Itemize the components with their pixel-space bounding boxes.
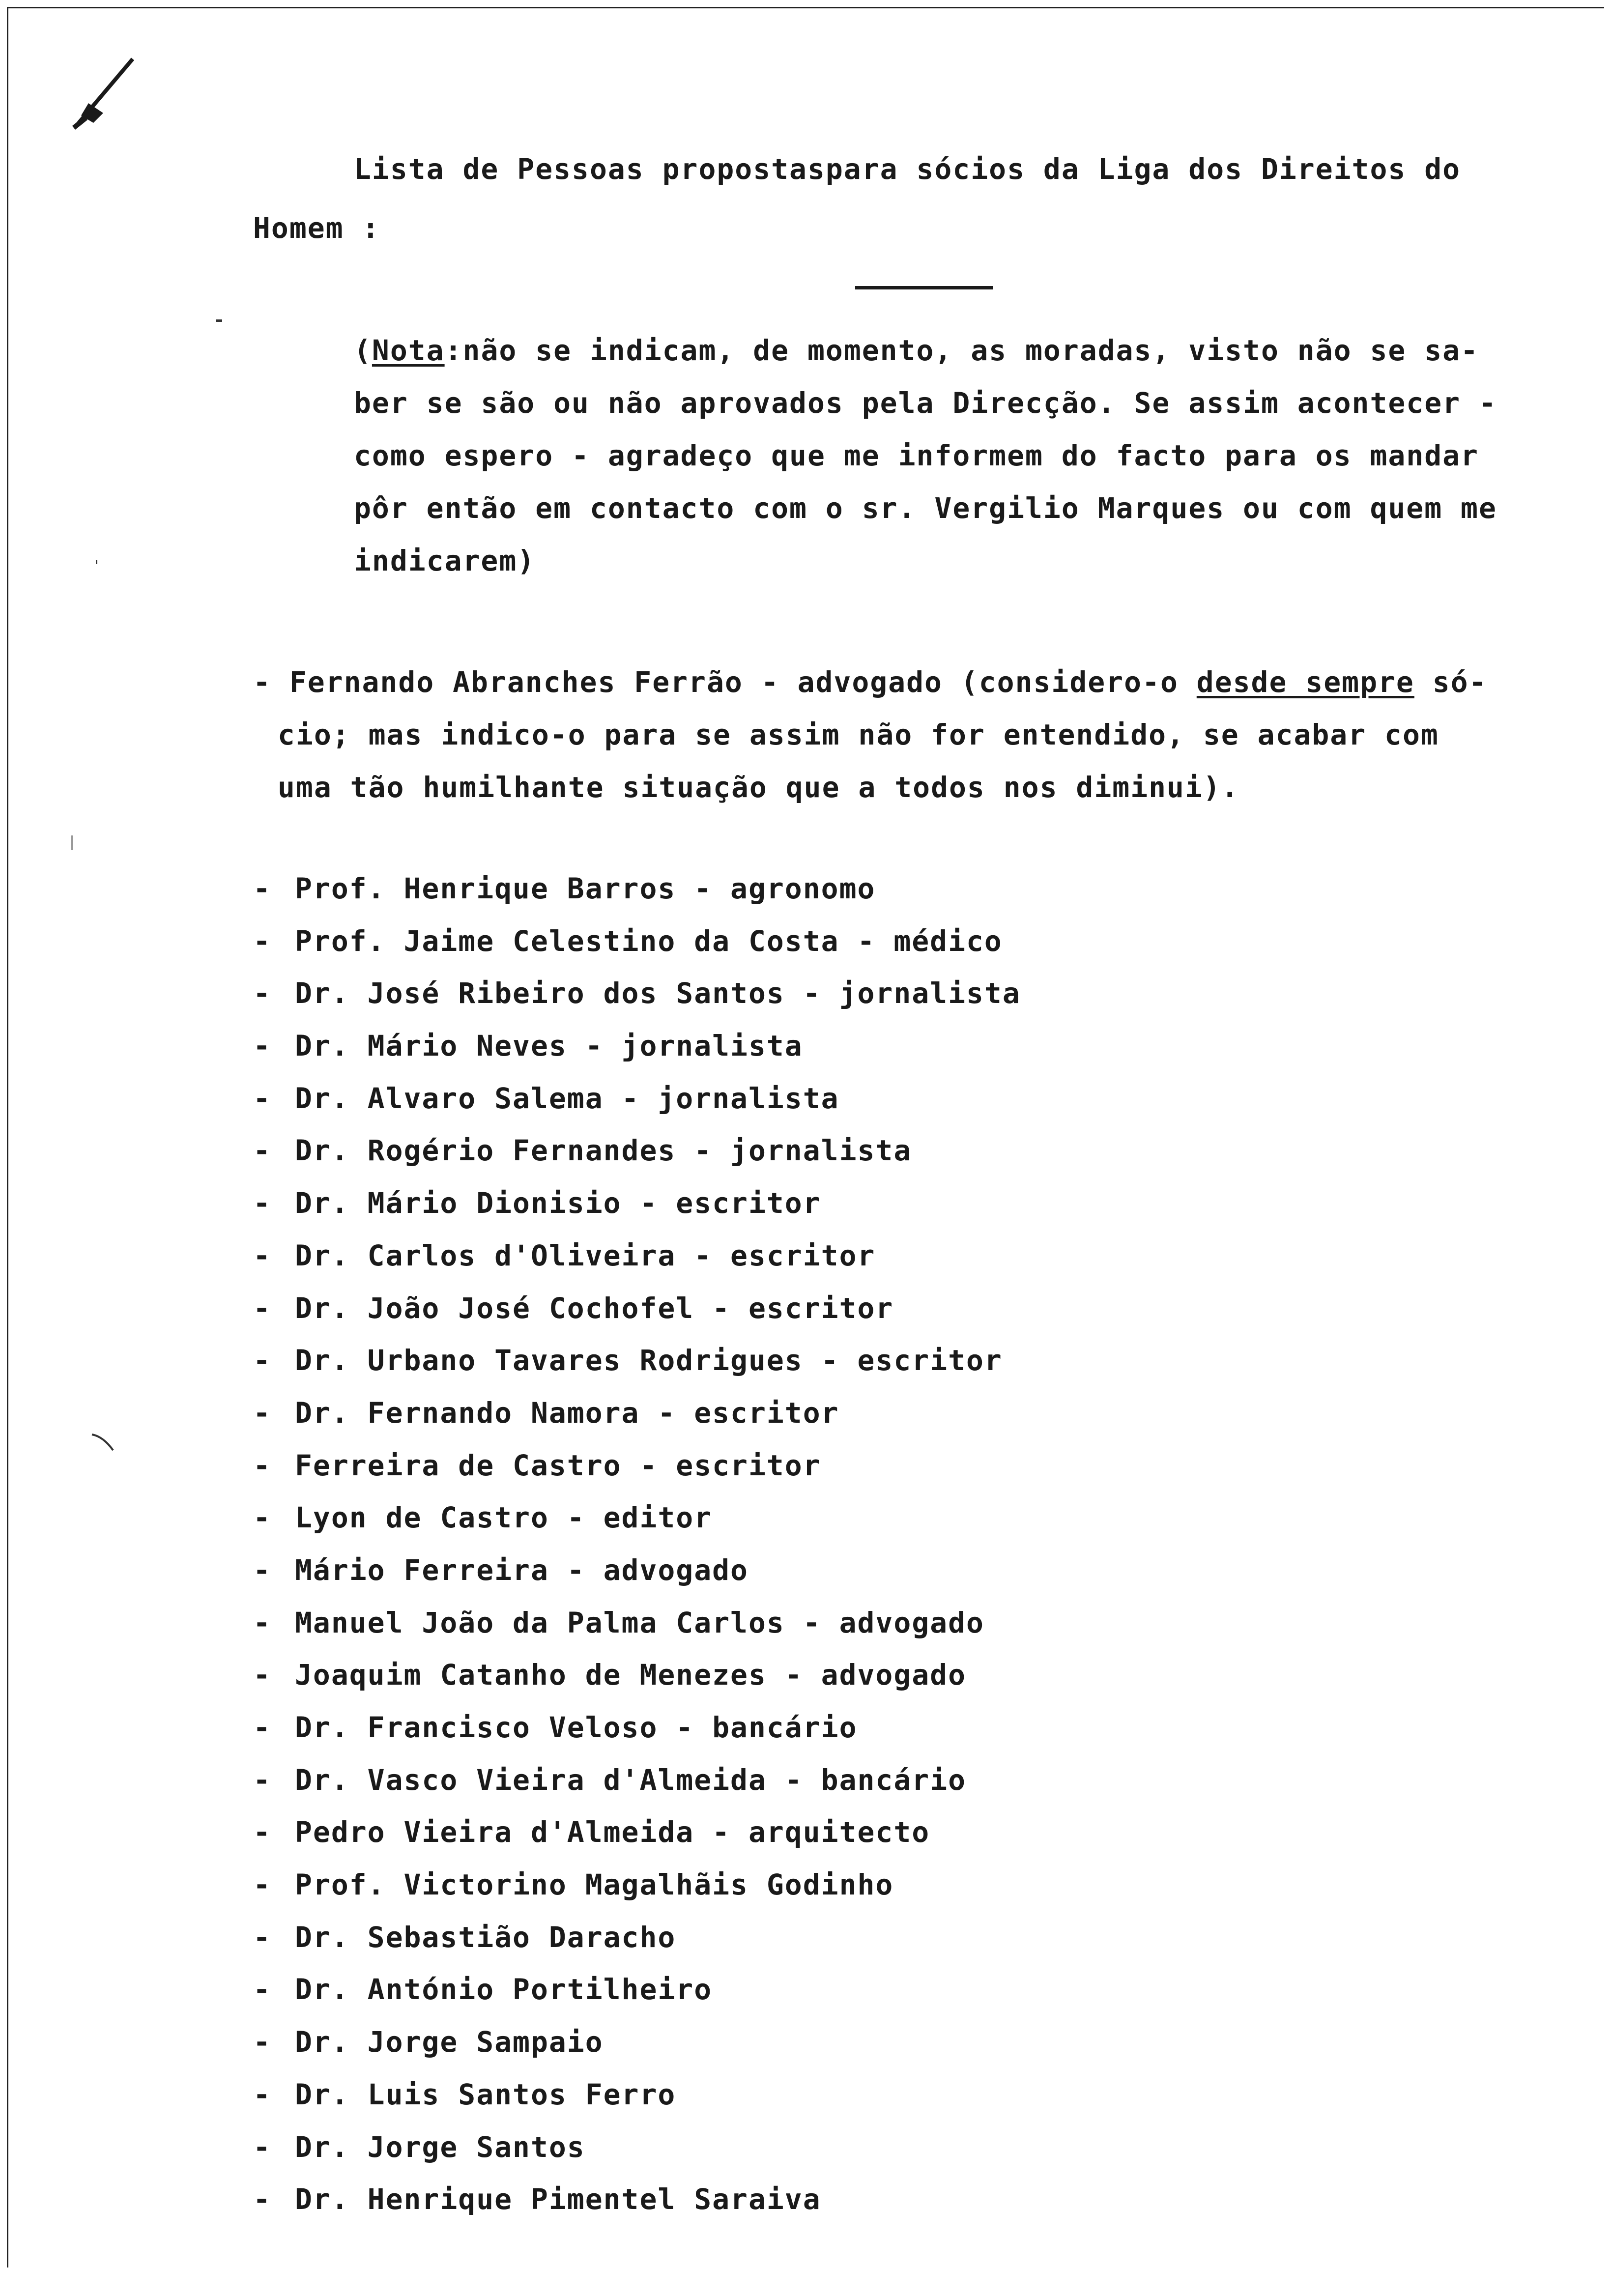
list-item — [253, 1492, 1021, 1544]
list-item — [253, 862, 1021, 915]
list-item-text: Dr. Henrique Pimentel Saraiva — [295, 2182, 821, 2216]
list-item-text: Dr. António Portilheiro — [295, 1973, 713, 2007]
list-dash: - — [253, 1291, 271, 1325]
note-line: como espero - agradeço que me informem do facto para os mandar — [354, 439, 1479, 472]
first-entry — [253, 656, 1487, 814]
list-item-text: Dr. Rogério Fernandes - jornalista — [295, 1134, 912, 1168]
first-entry-text-end: só- — [1414, 665, 1487, 699]
list-item-text: Pedro Vieira d'Almeida - arquitecto — [295, 1815, 930, 1849]
list-dash: - — [253, 976, 271, 1010]
note-label: Nota — [372, 334, 445, 367]
first-entry-text: - Fernando Abranches Ferrão - advogado (considero-o — [253, 665, 1197, 699]
list-dash: - — [253, 872, 271, 905]
list-item — [253, 1230, 1021, 1282]
list-dash: - — [253, 1868, 271, 1902]
list-dash: - — [253, 1606, 271, 1639]
list-item-text: Dr. Jorge Sampaio — [295, 2025, 604, 2059]
first-entry-emphasis: desde sempre — [1196, 665, 1414, 699]
list-item — [253, 1754, 1021, 1807]
list-item-text: Dr. Francisco Veloso - bancário — [295, 1711, 858, 1744]
list-dash: - — [253, 1815, 271, 1849]
pen-mark-icon — [59, 49, 147, 138]
list-item — [253, 1177, 1021, 1230]
list-item-text: Manuel João da Palma Carlos - advogado — [295, 1606, 984, 1639]
list-dash: - — [253, 1081, 271, 1115]
scan-speck — [216, 319, 222, 322]
first-entry-line-3: uma tão humilhante situação que a todos nos diminui). — [278, 771, 1239, 804]
list-item — [253, 1649, 1021, 1701]
title-line-2: Homem : — [253, 211, 380, 245]
page-edge-top — [7, 7, 1604, 8]
list-item-text: Dr. Alvaro Salema - jornalista — [295, 1081, 839, 1115]
list-item-text: Dr. José Ribeiro dos Santos - jornalista — [295, 976, 1021, 1010]
list-dash: - — [253, 1134, 271, 1168]
list-item-text: Dr. Luis Santos Ferro — [295, 2077, 676, 2111]
list-dash: - — [253, 1658, 271, 1692]
list-item — [253, 1387, 1021, 1439]
list-dash: - — [253, 2025, 271, 2059]
list-item-text: Dr. Mário Dionisio - escritor — [295, 1186, 821, 1220]
list-dash: - — [253, 1396, 271, 1430]
note-block — [354, 324, 1592, 587]
list-dash: - — [253, 1711, 271, 1744]
list-item — [253, 1439, 1021, 1492]
list-item-text: Prof. Jaime Celestino da Costa - médico — [295, 924, 1003, 958]
list-item-text: Dr. Mário Neves - jornalista — [295, 1029, 803, 1063]
list-dash: - — [253, 1344, 271, 1378]
list-dash: - — [253, 1920, 271, 1954]
list-item-text: Dr. Vasco Vieira d'Almeida - bancário — [295, 1763, 967, 1797]
separator-rule — [855, 286, 993, 289]
list-item-text: Prof. Henrique Barros - agronomo — [295, 872, 876, 905]
scan-stroke-mark — [91, 1433, 115, 1452]
list-item — [253, 2016, 1021, 2068]
list-item — [253, 915, 1021, 968]
list-dash: - — [253, 1029, 271, 1063]
list-item — [253, 1963, 1021, 2016]
list-item — [253, 1597, 1021, 1649]
list-item-text: Dr. Sebastião Daracho — [295, 1920, 676, 1954]
list-item — [253, 1911, 1021, 1964]
list-item — [253, 1124, 1021, 1177]
page-edge-left — [7, 7, 8, 2267]
list-item — [253, 2121, 1021, 2174]
list-dash: - — [253, 1553, 271, 1587]
list-item-text: Ferreira de Castro - escritor — [295, 1448, 821, 1482]
list-item — [253, 1544, 1021, 1597]
note-line: (Nota:não se indicam, de momento, as moradas, visto não se sa- — [354, 334, 1479, 367]
scan-speck — [96, 560, 97, 564]
list-dash: - — [253, 1186, 271, 1220]
list-item — [253, 1282, 1021, 1335]
list-item-text: Dr. Urbano Tavares Rodrigues - escritor — [295, 1344, 1003, 1378]
list-dash: - — [253, 924, 271, 958]
list-dash: - — [253, 2130, 271, 2164]
list-item-text: Lyon de Castro - editor — [295, 1501, 713, 1535]
list-dash: - — [253, 1973, 271, 2007]
list-item-text: Joaquim Catanho de Menezes - advogado — [295, 1658, 967, 1692]
list-item — [253, 2068, 1021, 2121]
scan-speck — [71, 835, 73, 850]
note-line: pôr então em contacto com o sr. Vergilio Marques ou com quem me — [354, 491, 1497, 525]
list-dash: - — [253, 1763, 271, 1797]
title-line-1: Lista de Pessoas propostaspara sócios da Liga dos Direitos do — [354, 152, 1461, 186]
list-dash: - — [253, 2182, 271, 2216]
list-item — [253, 1806, 1021, 1859]
first-entry-line-1 — [253, 656, 1487, 709]
note-text: :não se indicam, de momento, as moradas, visto não se sa- — [444, 334, 1479, 367]
list-item-text: Dr. Fernando Namora - escritor — [295, 1396, 839, 1430]
list-item — [253, 1020, 1021, 1072]
list-item-text: Dr. Jorge Santos — [295, 2130, 585, 2164]
note-line: ber se são ou não aprovados pela Direcção. Se assim acontecer - — [354, 386, 1497, 420]
list-item-text: Dr. João José Cochofel - escritor — [295, 1291, 894, 1325]
list-item — [253, 1072, 1021, 1125]
list-dash: - — [253, 2077, 271, 2111]
list-dash: - — [253, 1238, 271, 1272]
list-item-text: Dr. Carlos d'Oliveira - escritor — [295, 1238, 876, 1272]
list-item-text: Prof. Victorino Magalhãis Godinho — [295, 1868, 894, 1902]
list-item-text: Mário Ferreira - advogado — [295, 1553, 748, 1587]
list-dash: - — [253, 1501, 271, 1535]
list-dash: - — [253, 1448, 271, 1482]
list-item — [253, 2173, 1021, 2226]
first-entry-line-2: cio; mas indico-o para se assim não for entendido, se acabar com — [278, 718, 1439, 751]
note-line: indicarem) — [354, 544, 536, 577]
list-item — [253, 967, 1021, 1020]
list-item — [253, 1334, 1021, 1387]
list-item — [253, 1701, 1021, 1754]
member-list — [253, 862, 1021, 2226]
list-item — [253, 1859, 1021, 1911]
